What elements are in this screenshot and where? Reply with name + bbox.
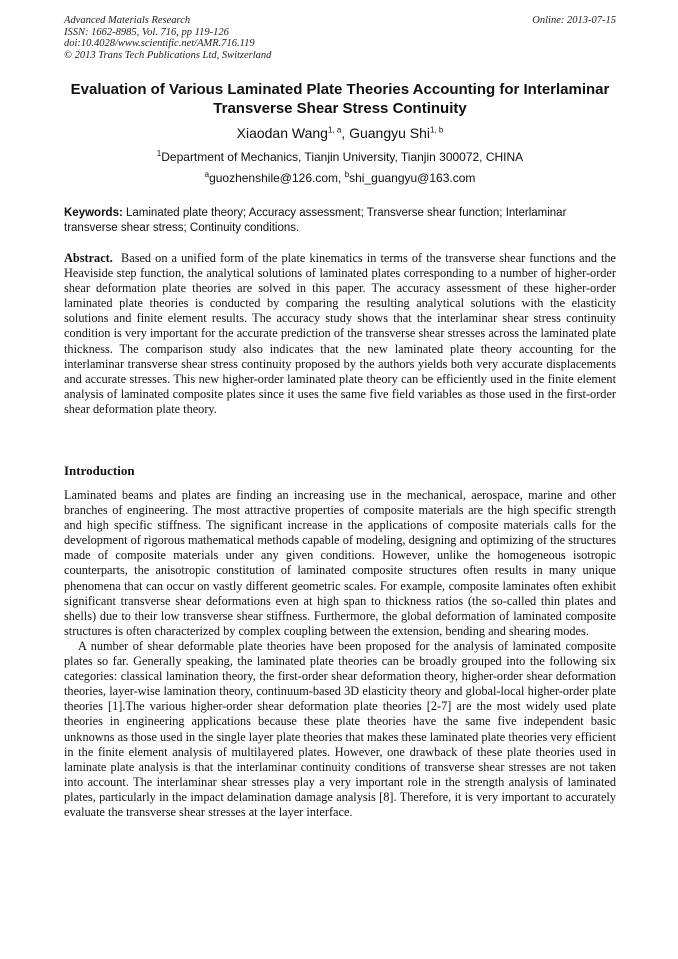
keywords [64,206,616,235]
paragraph: Laminated beams and plates are finding an increasing use in the mechanical, aerospace, marine and other branches of engineering. The most attractive properties of composite materials are the high specific strength and high specific stiffness. The significant increase in the applications of composite materials calls for the development of rigorous mathematical methods capable of modeling, designing and optimizing of the structures made of composite materials under any given conditions. However, unlike the homogeneous isotropic counterparts, the anisotropic constitution of laminated composite structures often results in many unique phenomena that can occur on vastly different geometric scales. For example, composite laminates often exhibit significant transverse shear deformations even at high span to thickness ratios (the so-called thin plates and shells) due to their low transverse shear stiffness. Furthermore, the global deformation of laminated composite structures is often characterized by complex coupling between the extension, bending and shearing modes. [64,488,616,638]
paragraph: A number of shear deformable plate theories have been proposed for the analysis of laminated composite plates so far. Generally speaking, the laminated plate theories can be broadly grouped into the following six categories: classical lamination theory, the first-order shear deformation theory, higher-order shear deformation theories, layer-wise lamination theory, continuum-based 3D elasticity theory and global-local higher-order plate theories [1].The various higher-order shear deformation plate theories [2-7] are the most widely used plate theories in engineering applications because these plate theories have the same five independent basic unknowns as those used in the single layer plate theories that makes these laminated plate theories very efficient in the finite element analysis of multilayered plates. However, one drawback of these plate theories used in laminate plate analysis is that the interlaminar continuity conditions of transverse shear stresses are not taken into account. The interlaminar shear stresses play a very important role in the strength analysis of laminated plates, particularly in the impact delamination damage analysis [8]. Therefore, it is very important to accurately evaluate the transverse shear stresses at the layer interface. [64,638,616,819]
email-address: guozhenshile@126.com [209,171,338,185]
abstract-label: Abstract. [64,251,113,265]
email-address: shi_guangyu@163.com [349,171,476,185]
author-emails: $^a$guozhenshile@126.com, $^b$shi_guangyu@163.com [204,170,476,185]
author-affiliation-mark: 1, b [430,125,444,135]
online-date: Online: 2013-07-15 [532,15,616,26]
author-affiliation-mark: 1, a [327,125,342,135]
introduction-body [64,488,616,820]
journal-copyright: © 2013 Trans Tech Publications Ltd, Switzerland [64,49,272,61]
paper-title: Evaluation of Various Laminated Plate Theories Accounting for Interlaminar Transverse Shear Stress Continuity [70,81,610,117]
keywords-text: Laminated plate theory; Accuracy assessment; Transverse shear function; Interlaminar transverse shear stress; Continuity conditions. [64,207,567,234]
email-mark: b [344,170,350,179]
journal-header [64,15,616,61]
affiliation-mark: 1 [156,149,162,158]
section-heading: Introduction [64,463,135,478]
email-mark: a [204,170,210,179]
journal-issn: ISSN: 1662-8985, Vol. 716, pp 119-126 [64,26,229,38]
author-name: Guangyu Shi [349,125,431,141]
abstract-text: Based on a unified form of the plate kinematics in terms of the transverse shear functions and the Heaviside step function, the analytical solutions of laminated plates corresponding to a number of higher-order shear deformation plate theories are solved in this paper. The accuracy assessment of these higher-order laminated plate theories is conducted by comparing the resulting analytical solutions with the elasticity solutions and finite element results. The accuracy study shows that the interlaminar shear stress continuity condition is very important for the accurate prediction of the transverse shear stresses across the laminated plate thickness. The comparison study also indicates that the new laminated plate theory accounting for the interlaminar transverse shear stress continuity proposed by the authors yields both very accurate displacements and accurate stresses. This new higher-order laminated plate theory can be efficiently used in the finite element analysis of laminated composite plates since it uses the same five field variables as those used in the first-order shear deformation plate theory. [64,251,616,416]
author-list: Xiaodan Wang$^{1, a}$, Guangyu Shi$^{1, b}$ [236,125,444,141]
keywords-label: Keywords: [64,207,123,219]
abstract [64,251,616,417]
affiliation-text: Department of Mechanics, Tianjin University, Tianjin 300072, CHINA [161,150,524,164]
journal-name: Advanced Materials Research [64,15,191,26]
author-name: Xiaodan Wang [236,125,328,141]
affiliation [64,149,616,165]
journal-doi: doi:10.4028/www.scientific.net/AMR.716.119 [64,38,255,49]
